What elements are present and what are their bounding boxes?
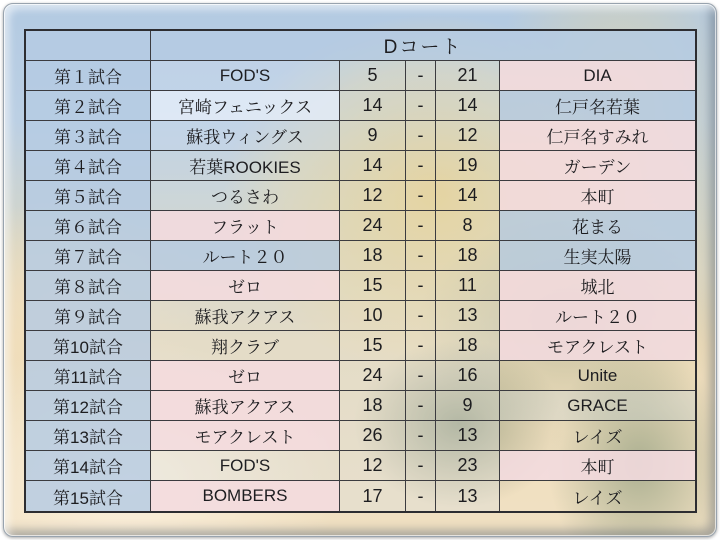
match-label: 第３試合 [26, 121, 151, 151]
score2: 18 [436, 331, 500, 361]
score2: 19 [436, 151, 500, 181]
score1: 18 [340, 241, 406, 271]
score2: 11 [436, 271, 500, 301]
score1: 14 [340, 151, 406, 181]
team2-name: 花まる [500, 211, 695, 241]
team1-name: モアクレスト [151, 421, 340, 451]
match-label: 第11試合 [26, 361, 151, 391]
team1-name: BOMBERS [151, 481, 340, 511]
score1: 12 [340, 451, 406, 481]
score2: 21 [436, 61, 500, 91]
score-separator: - [406, 481, 436, 511]
score-separator: - [406, 211, 436, 241]
score-separator: - [406, 331, 436, 361]
team1-name: つるさわ [151, 181, 340, 211]
score-separator: - [406, 271, 436, 301]
match-label: 第６試合 [26, 211, 151, 241]
score2: 9 [436, 391, 500, 421]
match-label: 第12試合 [26, 391, 151, 421]
team1-name: ゼロ [151, 361, 340, 391]
match-label: 第10試合 [26, 331, 151, 361]
score2: 14 [436, 91, 500, 121]
score1: 18 [340, 391, 406, 421]
score-separator: - [406, 181, 436, 211]
team2-name: 仁戸名若葉 [500, 91, 695, 121]
score-separator: - [406, 61, 436, 91]
match-label: 第４試合 [26, 151, 151, 181]
team1-name: 蘇我ウィングス [151, 121, 340, 151]
score1: 17 [340, 481, 406, 511]
team2-name: GRACE [500, 391, 695, 421]
match-label: 第２試合 [26, 91, 151, 121]
results-table [24, 29, 697, 513]
score2: 13 [436, 301, 500, 331]
team1-name: 蘇我アクアス [151, 391, 340, 421]
team1-name: 若葉ROOKIES [151, 151, 340, 181]
court-header: Dコート [151, 31, 695, 61]
score-separator: - [406, 421, 436, 451]
team2-name: ルート２０ [500, 301, 695, 331]
score2: 13 [436, 481, 500, 511]
team2-name: 本町 [500, 181, 695, 211]
score2: 13 [436, 421, 500, 451]
score1: 26 [340, 421, 406, 451]
match-label: 第７試合 [26, 241, 151, 271]
score2: 14 [436, 181, 500, 211]
slide-background [3, 3, 717, 537]
score2: 12 [436, 121, 500, 151]
score-separator: - [406, 121, 436, 151]
score1: 14 [340, 91, 406, 121]
team1-name: 宮崎フェニックス [151, 91, 340, 121]
score-separator: - [406, 241, 436, 271]
match-label: 第１試合 [26, 61, 151, 91]
score-separator: - [406, 151, 436, 181]
score-separator: - [406, 91, 436, 121]
score1: 12 [340, 181, 406, 211]
team2-name: レイズ [500, 421, 695, 451]
team1-name: フラット [151, 211, 340, 241]
score1: 24 [340, 211, 406, 241]
match-label: 第８試合 [26, 271, 151, 301]
team2-name: モアクレスト [500, 331, 695, 361]
team2-name: Unite [500, 361, 695, 391]
team1-name: FOD'S [151, 451, 340, 481]
score1: 15 [340, 331, 406, 361]
match-label: 第14試合 [26, 451, 151, 481]
score-separator: - [406, 301, 436, 331]
score1: 15 [340, 271, 406, 301]
score2: 16 [436, 361, 500, 391]
match-label: 第５試合 [26, 181, 151, 211]
team1-name: FOD'S [151, 61, 340, 91]
team1-name: ルート２０ [151, 241, 340, 271]
team2-name: ガーデン [500, 151, 695, 181]
team1-name: ゼロ [151, 271, 340, 301]
team2-name: 本町 [500, 451, 695, 481]
score-separator: - [406, 361, 436, 391]
score1: 10 [340, 301, 406, 331]
match-label: 第９試合 [26, 301, 151, 331]
team2-name: レイズ [572, 488, 623, 508]
score1: 9 [340, 121, 406, 151]
score1: 24 [340, 361, 406, 391]
match-label: 第15試合 [26, 481, 151, 511]
score-separator: - [406, 391, 436, 421]
score-separator: - [406, 451, 436, 481]
team2-name: 城北 [500, 271, 695, 301]
score2: 8 [436, 211, 500, 241]
team2-name: DIA [500, 61, 695, 91]
match-label: 第13試合 [26, 421, 151, 451]
team2-name: 仁戸名すみれ [500, 121, 695, 151]
score2: 18 [436, 241, 500, 271]
score2: 23 [436, 451, 500, 481]
header-corner-cell [26, 31, 151, 61]
score1: 5 [340, 61, 406, 91]
team2-name: 生実太陽 [500, 241, 695, 271]
team1-name: 蘇我アクアス [151, 301, 340, 331]
team1-name: 翔クラブ [151, 331, 340, 361]
